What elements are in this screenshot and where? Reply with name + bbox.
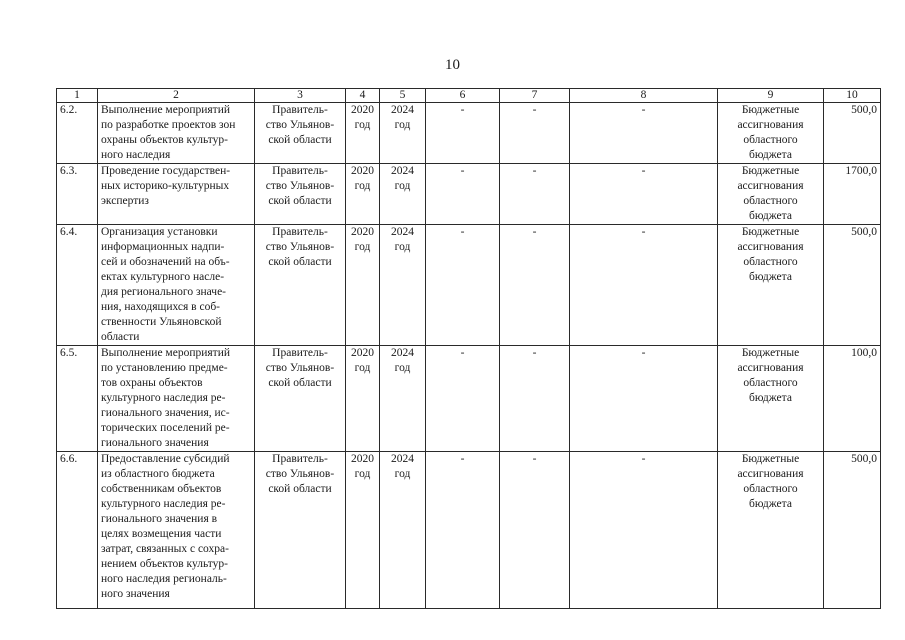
activity-name-line: ния, находящихся в соб- xyxy=(101,301,221,313)
executor-line: ство Ульянов- xyxy=(265,119,335,131)
end-year-line: год xyxy=(394,119,411,131)
activity-name-line: информационных надпи- xyxy=(101,241,225,253)
activity-name-line: тов охраны объектов xyxy=(101,377,203,389)
funding-source-line: областного xyxy=(743,377,798,389)
start-year-line: 2020 xyxy=(351,226,374,238)
end-year-cell xyxy=(380,103,426,164)
column-header: 3 xyxy=(255,89,346,103)
activity-name-line: из областного бюджета xyxy=(101,468,215,480)
activity-name-line: затрат, связанных с сохра- xyxy=(101,543,229,555)
column-7-cell: - xyxy=(500,452,570,609)
column-6-cell: - xyxy=(426,164,500,225)
table-row xyxy=(57,346,881,452)
activity-name-line: дия регионального значе- xyxy=(101,286,227,298)
funding-source-line: областного xyxy=(743,256,798,268)
activity-name-cell xyxy=(98,346,255,452)
column-8-cell: - xyxy=(570,225,718,346)
activity-name-line: Организация установки xyxy=(101,226,218,238)
funding-source-line: Бюджетные xyxy=(741,347,800,359)
column-header: 2 xyxy=(98,89,255,103)
activity-name-line: ного наследия региональ- xyxy=(101,573,227,585)
page-number: 10 xyxy=(445,57,460,73)
end-year-cell xyxy=(380,346,426,452)
end-year-line: 2024 xyxy=(391,165,414,177)
executor-line: Правитель- xyxy=(272,104,328,116)
end-year-line: год xyxy=(394,241,411,253)
column-header: 4 xyxy=(346,89,380,103)
end-year-line: год xyxy=(394,362,411,374)
activity-name-line: ного наследия xyxy=(101,149,171,161)
start-year-line: год xyxy=(354,362,371,374)
column-header: 10 xyxy=(824,89,881,103)
executor-cell xyxy=(255,225,346,346)
funding-source-line: ассигнования xyxy=(737,241,804,253)
activity-name-line: Проведение государствен- xyxy=(101,165,231,177)
amount-cell: 500,0 xyxy=(824,103,881,164)
executor-cell xyxy=(255,346,346,452)
activity-name-line: охраны объектов культур- xyxy=(101,134,228,146)
funding-source-cell xyxy=(718,346,824,452)
column-7-cell: - xyxy=(500,164,570,225)
item-number-cell: 6.3. xyxy=(57,164,98,225)
funding-source-line: бюджета xyxy=(749,392,792,404)
activity-name-line: нением объектов культур- xyxy=(101,558,228,570)
start-year-line: год xyxy=(354,468,371,480)
end-year-cell xyxy=(380,164,426,225)
activity-name-line: торических поселений ре- xyxy=(101,422,230,434)
activity-name-line: экспертиз xyxy=(101,195,149,207)
start-year-cell xyxy=(346,103,380,164)
executor-line: ство Ульянов- xyxy=(265,180,335,192)
table-header-row xyxy=(57,89,881,103)
executor-cell xyxy=(255,103,346,164)
funding-source-line: областного xyxy=(743,134,798,146)
column-6-cell: - xyxy=(426,225,500,346)
column-7-cell: - xyxy=(500,225,570,346)
end-year-line: год xyxy=(394,468,411,480)
item-number-cell: 6.5. xyxy=(57,346,98,452)
funding-source-line: Бюджетные xyxy=(741,226,800,238)
end-year-line: год xyxy=(394,180,411,192)
start-year-line: 2020 xyxy=(351,347,374,359)
end-year-line: 2024 xyxy=(391,347,414,359)
funding-source-line: бюджета xyxy=(749,210,792,222)
column-header: 8 xyxy=(570,89,718,103)
activity-name-line: ных историко-культурных xyxy=(101,180,230,192)
executor-cell xyxy=(255,164,346,225)
start-year-line: 2020 xyxy=(351,165,374,177)
table-body xyxy=(57,103,881,609)
executor-line: Правитель- xyxy=(272,347,328,359)
executor-line: ство Ульянов- xyxy=(265,362,335,374)
funding-source-line: ассигнования xyxy=(737,468,804,480)
executor-line: ской области xyxy=(268,134,332,146)
start-year-cell xyxy=(346,346,380,452)
activity-name-line: культурного наследия ре- xyxy=(101,498,226,510)
funding-source-cell xyxy=(718,452,824,609)
activity-name-line: культурного наследия ре- xyxy=(101,392,226,404)
funding-source-line: бюджета xyxy=(749,498,792,510)
column-header: 5 xyxy=(380,89,426,103)
executor-cell xyxy=(255,452,346,609)
end-year-cell xyxy=(380,452,426,609)
activity-name-line: ектах культурного насле- xyxy=(101,271,225,283)
activity-name-line: Предоставление субсидий xyxy=(101,453,230,465)
end-year-line: 2024 xyxy=(391,104,414,116)
item-number-cell: 6.6. xyxy=(57,452,98,609)
end-year-cell xyxy=(380,225,426,346)
activity-name-cell xyxy=(98,103,255,164)
funding-source-line: Бюджетные xyxy=(741,165,800,177)
item-number-cell: 6.4. xyxy=(57,225,98,346)
activity-name-line: ного значения xyxy=(101,588,170,600)
amount-cell: 100,0 xyxy=(824,346,881,452)
end-year-line: 2024 xyxy=(391,453,414,465)
column-8-cell: - xyxy=(570,103,718,164)
funding-source-cell xyxy=(718,103,824,164)
start-year-cell xyxy=(346,452,380,609)
start-year-cell xyxy=(346,225,380,346)
executor-line: ской области xyxy=(268,483,332,495)
funding-source-line: Бюджетные xyxy=(741,104,800,116)
activity-name-line: по установлению предме- xyxy=(101,362,228,374)
activity-name-line: гионального значения xyxy=(101,437,209,449)
activity-name-line: ственности Ульяновской xyxy=(101,316,222,328)
activity-name-line: Выполнение мероприятий xyxy=(101,104,230,116)
end-year-line: 2024 xyxy=(391,226,414,238)
funding-source-line: Бюджетные xyxy=(741,453,800,465)
amount-cell: 500,0 xyxy=(824,452,881,609)
program-activities-table xyxy=(56,88,881,609)
activity-name-cell xyxy=(98,225,255,346)
column-8-cell: - xyxy=(570,164,718,225)
column-header: 7 xyxy=(500,89,570,103)
executor-line: Правитель- xyxy=(272,165,328,177)
table-row xyxy=(57,164,881,225)
activity-name-cell xyxy=(98,452,255,609)
column-header: 1 xyxy=(57,89,98,103)
activity-name-line: гионального значения, ис- xyxy=(101,407,230,419)
item-number-cell: 6.2. xyxy=(57,103,98,164)
column-6-cell: - xyxy=(426,346,500,452)
column-8-cell: - xyxy=(570,452,718,609)
column-7-cell: - xyxy=(500,346,570,452)
activity-name-line: гионального значения в xyxy=(101,513,218,525)
executor-line: ской области xyxy=(268,377,332,389)
start-year-line: год xyxy=(354,119,371,131)
funding-source-line: ассигнования xyxy=(737,119,804,131)
column-header: 6 xyxy=(426,89,500,103)
column-7-cell: - xyxy=(500,103,570,164)
funding-source-line: ассигнования xyxy=(737,180,804,192)
start-year-line: год xyxy=(354,180,371,192)
activity-name-line: целях возмещения части xyxy=(101,528,222,540)
executor-line: ской области xyxy=(268,256,332,268)
start-year-line: год xyxy=(354,241,371,253)
activity-name-line: Выполнение мероприятий xyxy=(101,347,230,359)
executor-line: ство Ульянов- xyxy=(265,468,335,480)
column-6-cell: - xyxy=(426,103,500,164)
executor-line: Правитель- xyxy=(272,226,328,238)
funding-source-line: областного xyxy=(743,195,798,207)
start-year-line: 2020 xyxy=(351,453,374,465)
executor-line: Правитель- xyxy=(272,453,328,465)
funding-source-cell xyxy=(718,225,824,346)
start-year-cell xyxy=(346,164,380,225)
table-row xyxy=(57,225,881,346)
amount-cell: 1700,0 xyxy=(824,164,881,225)
funding-source-line: бюджета xyxy=(749,271,792,283)
executor-line: ской области xyxy=(268,195,332,207)
activity-name-cell xyxy=(98,164,255,225)
activity-name-line: собственникам объектов xyxy=(101,483,222,495)
column-6-cell: - xyxy=(426,452,500,609)
funding-source-line: бюджета xyxy=(749,149,792,161)
amount-cell: 500,0 xyxy=(824,225,881,346)
table-row xyxy=(57,452,881,609)
funding-source-cell xyxy=(718,164,824,225)
activity-name-line: области xyxy=(101,331,140,343)
funding-source-line: ассигнования xyxy=(737,362,804,374)
activity-name-line: сей и обозначений на объ- xyxy=(101,256,230,268)
funding-source-line: областного xyxy=(743,483,798,495)
table-row xyxy=(57,103,881,164)
start-year-line: 2020 xyxy=(351,104,374,116)
executor-line: ство Ульянов- xyxy=(265,241,335,253)
activity-name-line: по разработке проектов зон xyxy=(101,119,236,131)
column-header: 9 xyxy=(718,89,824,103)
column-8-cell: - xyxy=(570,346,718,452)
